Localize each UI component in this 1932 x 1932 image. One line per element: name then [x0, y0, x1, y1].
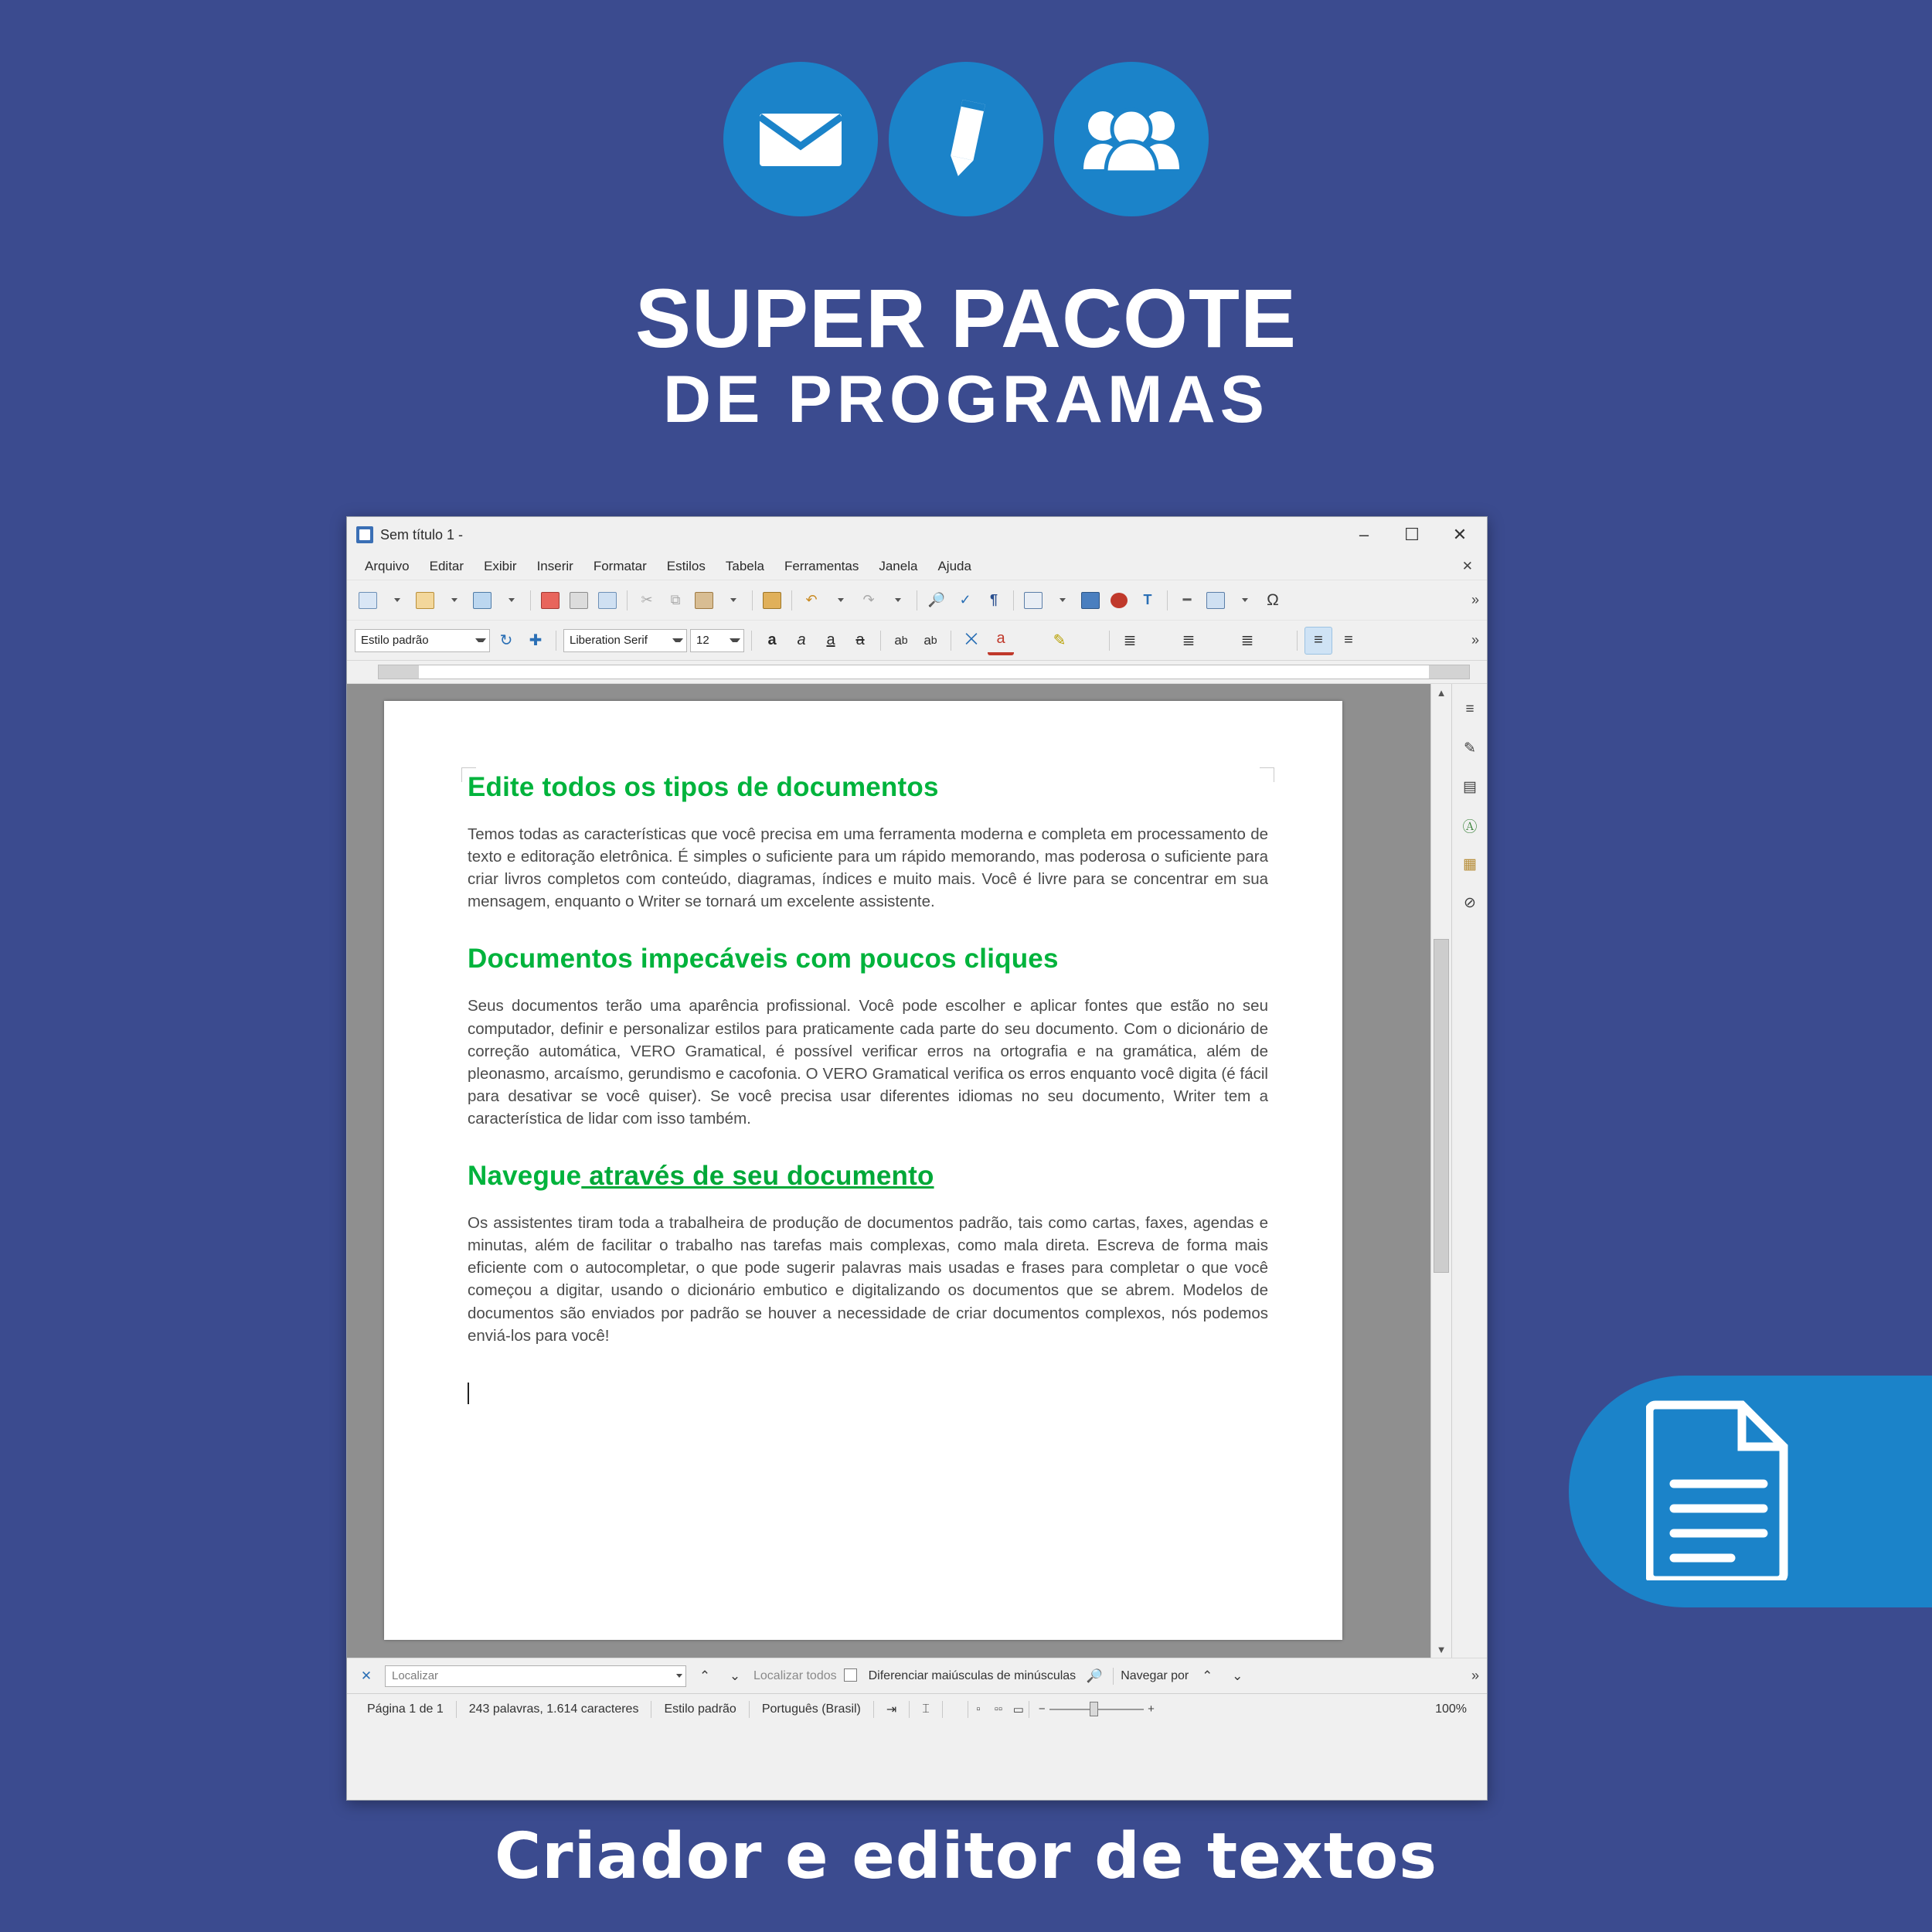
promo-caption: Criador e editor de textos — [494, 1820, 1438, 1893]
navigate-next-icon[interactable]: ⌄ — [1232, 1668, 1243, 1683]
status-language[interactable]: Português (Brasil) — [761, 1702, 861, 1716]
status-word-count[interactable]: 243 palavras, 1.614 caracteres — [468, 1702, 639, 1716]
find-next-icon[interactable]: ⌄ — [729, 1668, 741, 1683]
outline-list-dropdown[interactable] — [1264, 628, 1290, 654]
toolbar-separator — [1297, 631, 1298, 651]
underline-button[interactable]: a — [826, 631, 835, 648]
scroll-down-icon[interactable]: ▼ — [1436, 1643, 1447, 1655]
numbered-list-button[interactable]: ≣ — [1182, 632, 1196, 649]
status-selection-mode[interactable]: ⌶ — [922, 1702, 930, 1716]
chevron-down-icon[interactable] — [475, 638, 486, 642]
heading-3-text: Navegue — [468, 1161, 582, 1192]
status-page-style[interactable]: Estilo padrão — [664, 1702, 736, 1716]
zoom-level[interactable]: 100% — [1435, 1702, 1467, 1716]
document-canvas[interactable] — [347, 684, 1430, 1658]
envelope-badge — [723, 62, 878, 216]
save-button[interactable] — [469, 587, 495, 614]
bullet-list-button[interactable]: ≣ — [1123, 632, 1137, 649]
paragraph-2: Seus documentos terão uma aparência profissional. Você pode escolher e aplicar fontes que estão no seu computador, definir e personalizar estilos para praticamente cada parte do seu documento. Com o dicionário de correção automática, VERO Gramatical, é possível verificar erros na ortografia e na gramática, além de pleonasmo, arcaísmo, gerundismo e cacofonia. O VERO Gramatical verifica os erros enquanto você digita (é fácil para desativar se você quiser). Se você precisa usar diferentes idiomas no seu documento, Writer tem a característica de lidar com isso também. — [468, 997, 1268, 1128]
font-name-value: Liberation Serif — [570, 634, 648, 647]
menu-item-ajuda[interactable]: Ajuda — [937, 558, 971, 573]
navigate-previous-icon[interactable]: ⌃ — [1202, 1668, 1213, 1683]
document-area[interactable] — [347, 684, 1487, 1658]
sidebar-styles-icon[interactable]: Ⓐ — [1462, 818, 1478, 835]
menu-item-estilos[interactable]: Estilos — [666, 558, 706, 573]
close-findbar-icon[interactable]: ✕ — [360, 1668, 372, 1683]
copy-button: ⧉ — [670, 592, 681, 607]
insert-table-dropdown[interactable] — [1049, 587, 1075, 614]
redo-button: ↷ — [862, 592, 875, 607]
ruler-strip[interactable] — [378, 665, 1470, 679]
envelope-icon — [758, 109, 843, 169]
bold-button[interactable]: a — [767, 631, 777, 648]
toolbar-separator — [1167, 590, 1168, 611]
pencil-badge — [889, 62, 1043, 216]
close-document-icon[interactable]: ✕ — [1461, 558, 1473, 573]
menu-item-exibir[interactable]: Exibir — [484, 558, 517, 573]
sidebar-tab-bar[interactable] — [1451, 684, 1487, 1658]
find-all-label[interactable]: Localizar todos — [753, 1668, 837, 1682]
badge-row — [0, 62, 1932, 216]
export-pdf-button[interactable] — [537, 587, 563, 614]
title-bar — [347, 517, 1487, 553]
menu-item-inserir[interactable]: Inserir — [536, 558, 573, 573]
match-case-checkbox[interactable] — [844, 1668, 862, 1684]
chevron-down-icon[interactable] — [676, 1674, 682, 1678]
paragraph-style-combo[interactable] — [355, 629, 490, 652]
new-style-button[interactable]: ✚ — [529, 632, 543, 649]
insert-text-box-button[interactable]: T — [1143, 592, 1152, 607]
sidebar-navigator-icon[interactable]: ⊘ — [1464, 894, 1476, 911]
toolbar-separator — [880, 631, 881, 651]
insert-page-break-button[interactable]: ━ — [1182, 592, 1192, 607]
insert-field-button[interactable] — [1202, 587, 1229, 614]
highlight-color-dropdown[interactable] — [1076, 628, 1102, 654]
align-center-button[interactable]: ≡ — [1344, 631, 1353, 648]
toolbar-separator — [530, 590, 531, 611]
paste-button[interactable] — [691, 587, 717, 614]
open-document-button[interactable] — [412, 587, 438, 614]
page-content[interactable] — [468, 772, 1268, 1408]
find-toolbar — [347, 1658, 1487, 1693]
people-icon — [1083, 106, 1180, 172]
insert-chart-button[interactable] — [1106, 587, 1132, 614]
find-previous-icon[interactable]: ⌃ — [699, 1668, 711, 1683]
toolbar-separator — [752, 590, 753, 611]
strikethrough-button[interactable]: a — [855, 631, 865, 648]
sidebar-settings-icon[interactable]: ≡ — [1465, 701, 1475, 717]
formatting-overflow-button[interactable]: » — [1471, 632, 1479, 648]
save-dropdown[interactable] — [498, 587, 524, 614]
vertical-scrollbar[interactable] — [1430, 684, 1451, 1658]
redo-dropdown[interactable] — [884, 587, 910, 614]
toolbar-separator — [791, 590, 792, 611]
toolbar-separator — [1013, 590, 1014, 611]
clear-formatting-button[interactable]: ⨉ — [965, 631, 978, 648]
insert-image-button[interactable] — [1077, 587, 1104, 614]
find-input[interactable] — [385, 1665, 686, 1687]
view-book-icon[interactable]: ▭ — [1012, 1702, 1024, 1716]
align-left-button[interactable]: ≡ — [1304, 627, 1332, 655]
toolbar-separator — [1109, 631, 1110, 651]
view-single-page-icon[interactable]: ▫ — [976, 1702, 981, 1716]
status-insert-mode[interactable]: ⇥ — [886, 1702, 897, 1716]
view-multi-page-icon[interactable]: ▫▫ — [994, 1702, 1003, 1716]
status-separator — [942, 1701, 943, 1718]
insert-special-character-button[interactable]: Ω — [1267, 590, 1279, 609]
bullet-list-dropdown[interactable] — [1146, 628, 1172, 654]
document-icon — [1646, 1399, 1793, 1584]
zoom-slider[interactable] — [1039, 1702, 1155, 1717]
minimize-button[interactable]: – — [1359, 525, 1369, 544]
heading-1: Edite todos os tipos de documentos — [468, 772, 939, 802]
toolbar-separator — [751, 631, 752, 651]
spelling-button[interactable]: ✓ — [959, 592, 971, 607]
menu-item-formatar[interactable]: Formatar — [593, 558, 647, 573]
font-color-dropdown[interactable] — [1017, 628, 1043, 654]
horizontal-ruler[interactable] — [347, 661, 1487, 684]
outline-list-button[interactable]: ≣ — [1240, 632, 1254, 649]
menu-item-arquivo[interactable]: Arquivo — [365, 558, 410, 573]
open-document-dropdown[interactable] — [440, 587, 467, 614]
cut-button: ✂ — [641, 592, 653, 607]
findbar-separator — [1113, 1668, 1114, 1685]
headline-line-1: SUPER PACOTE — [634, 271, 1298, 365]
paragraph-style-value: Estilo padrão — [361, 634, 429, 647]
pencil-icon — [928, 97, 1004, 182]
find-input-placeholder: Localizar — [392, 1669, 439, 1682]
chevron-down-icon[interactable] — [672, 638, 683, 642]
people-badge — [1054, 62, 1209, 216]
sidebar-page-icon[interactable]: ▤ — [1463, 778, 1477, 795]
navigate-by-label[interactable]: Navegar por — [1121, 1668, 1189, 1682]
scrollbar-thumb[interactable] — [1434, 939, 1449, 1273]
menu-item-janela[interactable]: Janela — [879, 558, 918, 573]
print-preview-button[interactable] — [594, 587, 621, 614]
headline-line-2: DE PROGRAMAS — [663, 362, 1269, 437]
heading-3-underlined: através de seu documento — [581, 1161, 934, 1192]
find-replace-button[interactable]: 🔎 — [927, 592, 946, 607]
promo-headline — [0, 271, 1932, 438]
scroll-up-icon[interactable]: ▲ — [1436, 686, 1447, 699]
zoom-out-icon[interactable]: − — [1038, 1702, 1046, 1716]
print-button[interactable] — [566, 587, 592, 614]
font-size-value: 12 — [696, 634, 709, 647]
zoom-knob[interactable] — [1090, 1702, 1098, 1716]
new-document-button[interactable] — [355, 587, 381, 614]
new-document-dropdown[interactable] — [383, 587, 410, 614]
italic-button[interactable]: a — [797, 631, 806, 648]
close-button[interactable]: ✕ — [1452, 525, 1468, 544]
insert-table-button[interactable] — [1020, 587, 1046, 614]
update-style-button[interactable]: ↻ — [499, 632, 513, 649]
paragraph-1: Temos todas as características que você precisa em uma ferramenta moderna e completa em processamento de texto e editoração eletrônica. É simples o suficiente para um rápido memorando, mas poderosa o suficiente para criar livros completos com conteúdo, diagramas, índices e muito mais. Você é livre para se concentrar em sua mensagem, enquanto o Writer se tornará um excelente assistente. — [468, 825, 1268, 911]
status-page: Página 1 de 1 — [367, 1702, 444, 1716]
status-bar — [347, 1693, 1487, 1724]
insert-field-dropdown[interactable] — [1231, 587, 1257, 614]
paste-dropdown[interactable] — [719, 587, 746, 614]
formatting-marks-button[interactable]: ¶ — [989, 592, 998, 607]
heading-2: Documentos impecáveis com poucos cliques — [468, 944, 1059, 975]
subscript-button[interactable]: a b — [923, 632, 937, 648]
standard-toolbar — [347, 580, 1487, 621]
text-cursor — [468, 1383, 469, 1404]
sidebar-properties-icon[interactable]: ✎ — [1464, 740, 1476, 757]
undo-dropdown[interactable] — [827, 587, 853, 614]
numbered-list-dropdown[interactable] — [1205, 628, 1231, 654]
undo-button[interactable]: ↶ — [805, 592, 818, 607]
superscript-button[interactable]: a b — [894, 632, 908, 648]
paragraph-3: Os assistentes tiram toda a trabalheira de produção de documentos padrão, tais como cartas, faxes, agendas e minutas, além de facilitar o trabalho nas tarefas mais complexas, como mala direta. Escreva de forma mais eficiente com o autocompletar, o que pode sugerir palavras mais usadas e frases para completar o que você começou a digitar, usando o dicionário embutico e digitalizando os documentos que se abrem. Modelos de documentos são enviados por padrão se houver a necessidade de criar documentos complexos, nós podemos enviá-los para você! — [468, 1214, 1268, 1345]
writer-window[interactable] — [346, 516, 1488, 1801]
find-and-replace-icon[interactable]: 🔎 — [1086, 1668, 1103, 1683]
zoom-in-icon[interactable]: + — [1148, 1702, 1155, 1716]
font-size-combo[interactable] — [690, 629, 744, 652]
maximize-button[interactable]: ☐ — [1404, 525, 1420, 544]
formatting-toolbar — [347, 621, 1487, 661]
document-pill — [1569, 1376, 1932, 1607]
clone-formatting-button[interactable] — [759, 587, 785, 614]
highlight-color-button[interactable]: ✎ — [1053, 632, 1066, 649]
window-title: Sem título 1 - — [380, 526, 464, 543]
toolbar-overflow-button[interactable]: » — [1471, 592, 1479, 607]
sidebar-gallery-icon[interactable]: ▦ — [1463, 855, 1477, 872]
writer-document-icon — [356, 526, 373, 543]
menu-item-editar[interactable]: Editar — [429, 558, 464, 573]
window-controls — [1340, 519, 1484, 551]
font-color-button[interactable]: a — [988, 626, 1014, 655]
toolbar-separator — [627, 590, 628, 611]
font-name-combo[interactable] — [563, 629, 687, 652]
match-case-label[interactable]: Diferenciar maiúsculas de minúsculas — [868, 1668, 1077, 1682]
chevron-down-icon[interactable] — [730, 638, 740, 642]
menu-bar — [347, 553, 1487, 580]
menu-item-ferramentas[interactable]: Ferramentas — [784, 558, 859, 573]
menu-item-tabela[interactable]: Tabela — [725, 558, 764, 573]
heading-3 — [468, 1161, 1268, 1192]
document-page[interactable] — [384, 701, 1342, 1640]
findbar-overflow-button[interactable]: » — [1471, 1668, 1479, 1683]
